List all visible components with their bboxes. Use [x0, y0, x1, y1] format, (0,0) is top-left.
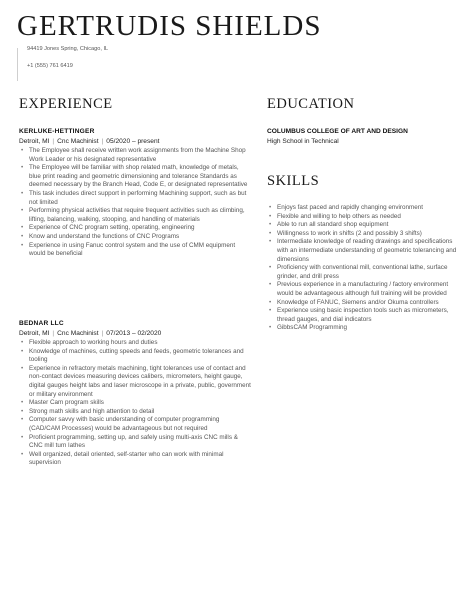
list-item: • Knowledge of FANUC, Siemens and/or Okuma controllers: [267, 299, 457, 308]
skills-list-container: [267, 202, 457, 333]
list-item: • Previous experience in a manufacturing / factory environment would be advantageous although full training will be provided: [267, 281, 457, 298]
list-item: • Experience of CNC program setting, operating, engineering: [19, 224, 251, 233]
experience-heading: EXPERIENCE: [19, 96, 113, 112]
skills-list: [267, 204, 457, 333]
list-item: • The Employee will be familiar with shop related math, knowledge of metals, blue print reading and geometric dimensioning and tolerance Standards as deemed necessary by the Branch Head, Code E, or designated representative: [19, 164, 251, 190]
candidate-name: GERTRUDIS SHIELDS: [17, 10, 322, 42]
list-item: • Performing physical activities that require frequent activities such as climbing, lifting, balancing, walking, stooping, and handling of materials: [19, 207, 251, 224]
list-item: • Well organized, detail oriented, self-starter who can work with minimal supervision: [19, 451, 251, 468]
job-company: BEDNAR LLC: [19, 320, 64, 327]
job-company: KERLUKE-HETTINGER: [19, 128, 95, 135]
separator: |: [52, 330, 55, 337]
job-title: Cnc Machinist: [57, 138, 99, 145]
list-item: • Proficiency with conventional mill, conventional lathe, surface grinder, and drill press: [267, 264, 457, 281]
list-item: • Strong math skills and high attention to detail: [19, 408, 251, 417]
list-item: • Experience in refractory metals machining, tight tolerances use of contact and non-contact devices measuring devices calibers, micrometers, height gauge, digital gauges height labs and laser microscope in a private, public, government or military environment: [19, 365, 251, 399]
job-dates: 05/2020 – present: [106, 138, 160, 145]
job-bullets: [19, 147, 251, 259]
list-item: • Experience using basic inspection tools such as micrometers, thread gauges, and dial indicators: [267, 307, 457, 324]
separator: |: [101, 138, 104, 145]
list-item: • Proficient programming, setting up, and safely using multi-axis CNC mills & CNC mill turn lathes: [19, 434, 251, 451]
list-item: • Master Cam program skills: [19, 399, 251, 408]
list-item: • Intermediate knowledge of reading drawings and specifications with an intermediate understanding of geometric tolerancing and dimensions: [267, 238, 457, 264]
education-entry: [267, 128, 457, 145]
education-heading: EDUCATION: [267, 96, 355, 112]
list-item: • Willingness to work in shifts (2 and possibly 3 shifts): [267, 230, 457, 239]
job-location: Detroit, MI: [19, 330, 50, 337]
job-entry-1: [19, 128, 251, 259]
list-item: • The Employee shall receive written work assignments from the Machine Shop Work Leader or his designated representative: [19, 147, 251, 164]
job-details: [19, 138, 251, 145]
list-item: • Able to run all standard shop equipment: [267, 221, 457, 230]
list-item: • Know and understand the functions of CNC Programs: [19, 233, 251, 242]
job-details: [19, 330, 251, 337]
list-item: • This task includes direct support in performing Machining support, such as but not limited: [19, 190, 251, 207]
list-item: • Flexible approach to working hours and duties: [19, 339, 251, 348]
job-bullets: [19, 339, 251, 468]
contact-address: 94419 Jones Spring, Chicago, IL: [27, 46, 109, 52]
job-entry-2: [19, 320, 251, 468]
list-item: • Knowledge of machines, cutting speeds and feeds, geometric tolerances and tooling: [19, 348, 251, 365]
list-item: • Enjoys fast paced and rapidly changing environment: [267, 204, 457, 213]
skills-heading: SKILLS: [267, 173, 320, 189]
header-divider: [17, 48, 18, 81]
list-item: • Experience in using Fanuc control system and the use of CMM equipment would be beneficial: [19, 242, 251, 259]
list-item: • GibbsCAM Programming: [267, 324, 457, 333]
education-school: COLUMBUS COLLEGE OF ART AND DESIGN: [267, 128, 408, 135]
list-item: • Computer savvy with basic understanding of computer programming (CAD/CAM Processes) would be advantageous but not required: [19, 416, 251, 433]
separator: |: [101, 330, 104, 337]
education-degree: High School in Technical: [267, 138, 339, 145]
separator: |: [52, 138, 55, 145]
job-location: Detroit, MI: [19, 138, 50, 145]
job-title: Cnc Machinist: [57, 330, 99, 337]
job-dates: 07/2013 – 02/2020: [106, 330, 162, 337]
contact-phone: +1 (555) 761 6419: [27, 63, 73, 69]
list-item: • Flexible and willing to help others as needed: [267, 213, 457, 222]
